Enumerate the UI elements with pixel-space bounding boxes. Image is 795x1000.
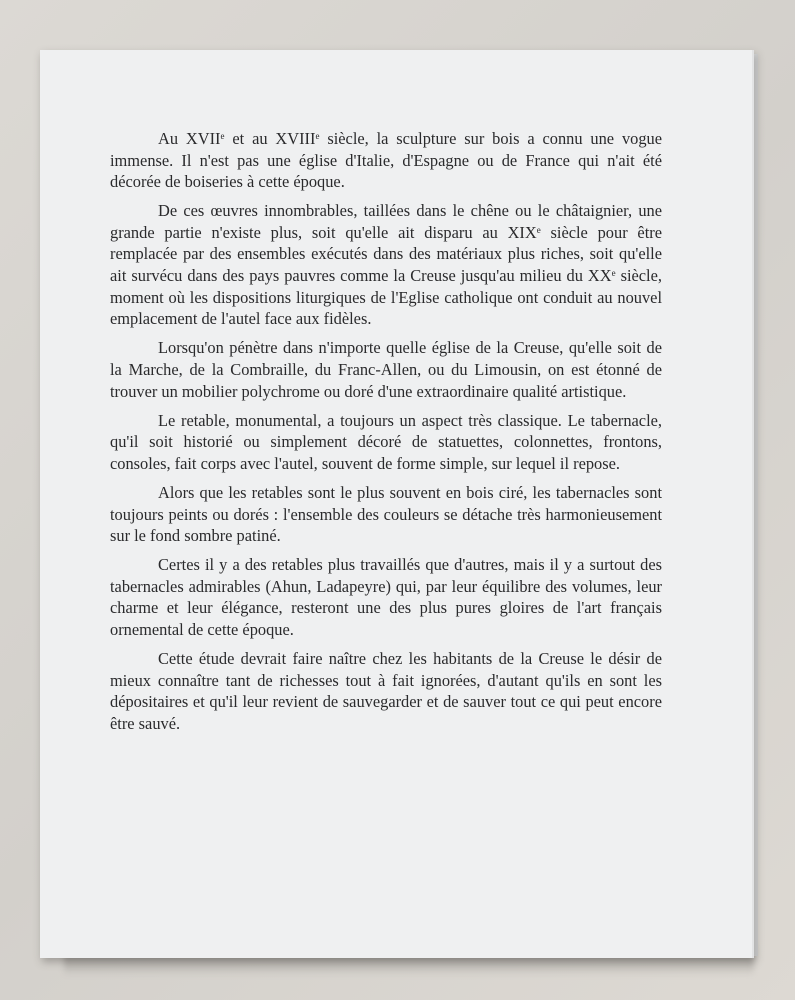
paragraph-1: Au XVIIe et au XVIIIe siècle, la sculpture sur bois a connu une vogue immense. Il n'est pas une église d'Italie, d'Espagne ou de France qui n'ait été décorée de boiseries à cette époque. xyxy=(110,129,662,192)
paragraph-6: Certes il y a des retables plus travaillés que d'autres, mais il y a surtout des tabernacles admirables (Ahun, Ladapeyre) qui, par leur équilibre des volumes, leur charme et leur élégance, resteront une des plus pures gloires de l'art français ornemental de cette époque. xyxy=(110,555,662,639)
paragraph-7: Cette étude devrait faire naître chez les habitants de la Creuse le désir de mieux connaître tant de richesses tout à fait ignorées, d'autant qu'ils en sont les dépositaires et qu'il leur revient de sauvegarder et de sauver tout ce qui peut encore être sauvé. xyxy=(110,649,662,733)
paragraph-3: Lorsqu'on pénètre dans n'importe quelle église de la Creuse, qu'elle soit de la Marche, de la Combraille, du Franc-Allen, ou du Limousin, on est étonné de trouver un mobilier polychrome ou doré d'une extraordinaire qualité artistique. xyxy=(110,338,662,401)
body-text xyxy=(110,128,662,742)
paragraph-5: Alors que les retables sont le plus souvent en bois ciré, les tabernacles sont toujours peints ou dorés : l'ensemble des couleurs se détache très harmonieusement sur le fond sombre patiné. xyxy=(110,482,662,546)
paragraph-4: Le retable, monumental, a toujours un aspect très classique. Le tabernacle, qu'il soit historié ou simplement décoré de statuettes, colonnettes, frontons, consoles, fait corps avec l'autel, souvent de forme simple, sur lequel il repose. xyxy=(110,410,662,473)
paragraph-2: De ces œuvres innombrables, taillées dans le chêne ou le châtaignier, une grande partie n'existe plus, soit qu'elle ait disparu au XIXe siècle pour être remplacée par des ensembles exécutés dans des matériaux plus riches, soit qu'elle ait survécu dans des pays pauvres comme la Creuse jusqu'au milieu du XXe siècle, moment où les dispositions liturgiques de l'Eglise catholique ont conduit au nouvel emplacement de l'autel face aux fidèles. xyxy=(110,201,662,329)
